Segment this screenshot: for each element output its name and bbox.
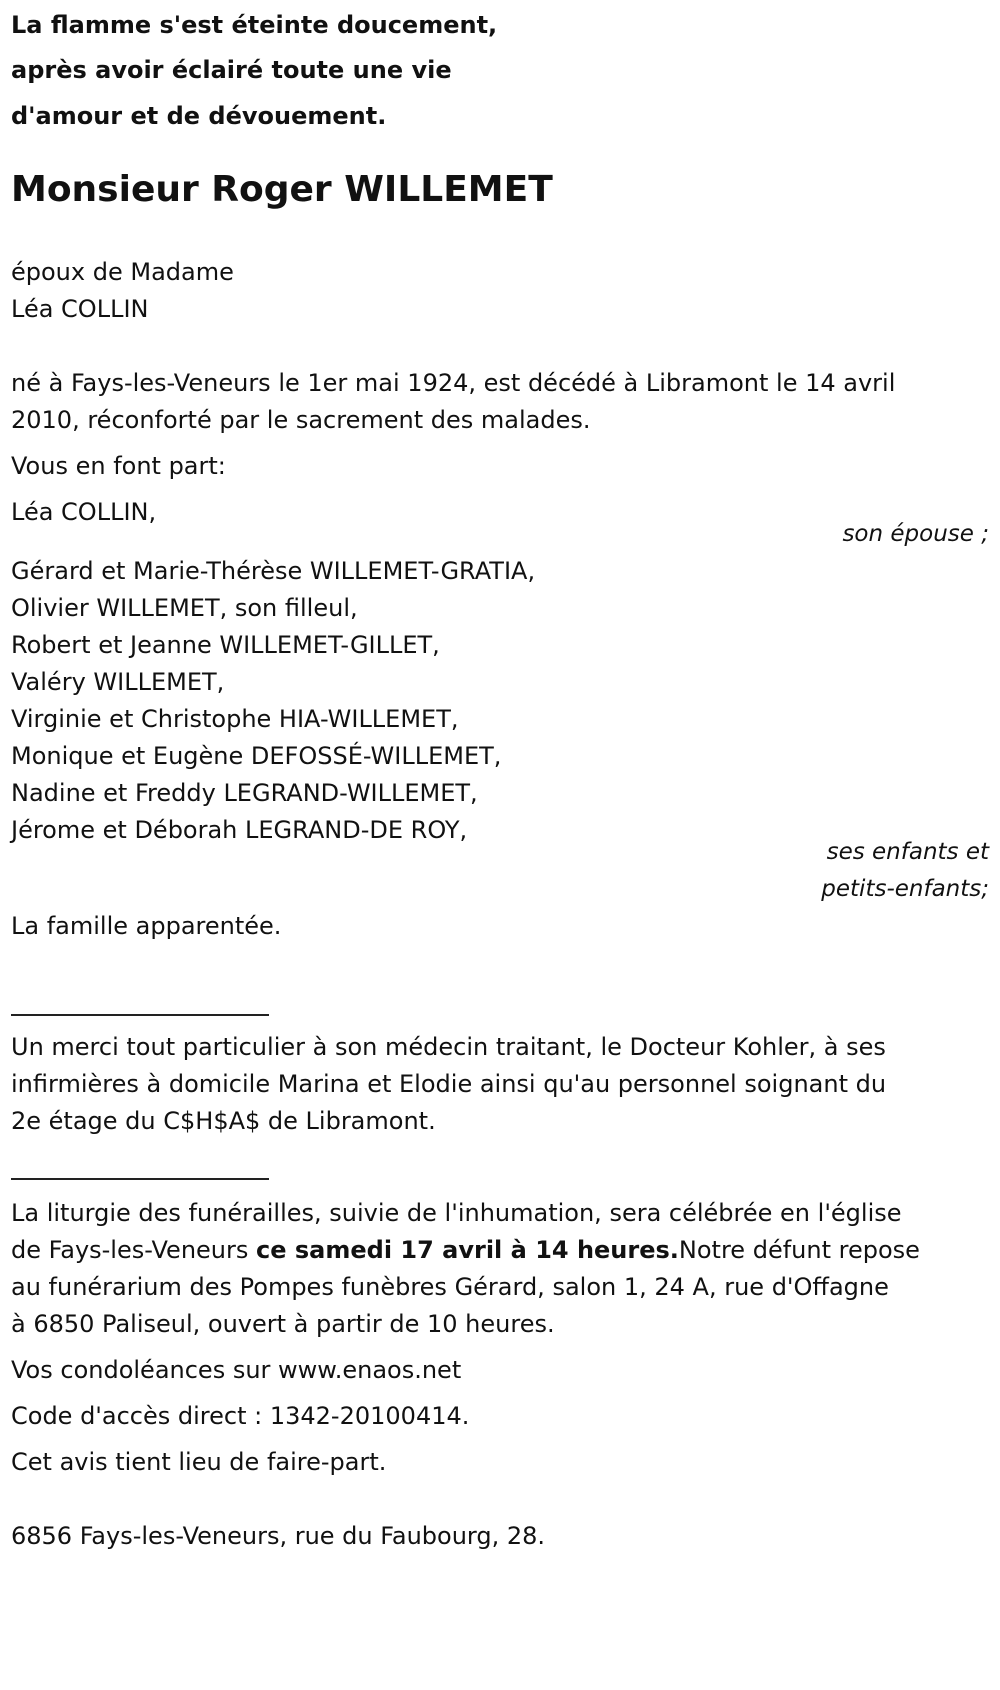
children-list-item: Monique et Eugène DEFOSSÉ-WILLEMET, xyxy=(11,742,502,770)
access-code: Code d'accès direct : 1342-20100414. xyxy=(11,1402,470,1430)
divider xyxy=(11,1178,269,1180)
thanks-line-1: Un merci tout particulier à son médecin traitant, le Docteur Kohler, à ses xyxy=(11,1033,886,1061)
birth-death-line-1: né à Fays-les-Veneurs le 1er mai 1924, est décédé à Libramont le 14 avril xyxy=(11,369,896,397)
children-list-item: Robert et Jeanne WILLEMET-GILLET, xyxy=(11,631,440,659)
funeral-repose: Notre défunt repose xyxy=(678,1236,920,1264)
funeral-line-3: au funérarium des Pompes funèbres Gérard, salon 1, 24 A, rue d'Offagne xyxy=(11,1273,889,1301)
funeral-line-1: La liturgie des funérailles, suivie de l'inhumation, sera célébrée en l'église xyxy=(11,1199,902,1227)
family-line: La famille apparentée. xyxy=(11,912,282,940)
children-list-item: Jérome et Déborah LEGRAND-DE ROY, xyxy=(11,816,468,844)
condolences-link[interactable]: Vos condoléances sur www.enaos.net xyxy=(11,1356,462,1384)
intro-line-1: La flamme s'est éteinte doucement, xyxy=(11,11,498,39)
children-role-line-1: ses enfants et xyxy=(826,839,989,865)
spouse-line-2: Léa COLLIN xyxy=(11,295,149,323)
thanks-line-2: infirmières à domicile Marina et Elodie ainsi qu'au personnel soignant du xyxy=(11,1070,887,1098)
address: 6856 Fays-les-Veneurs, rue du Faubourg, 28. xyxy=(11,1522,546,1550)
thanks-line-3: 2e étage du C$H$A$ de Libramont. xyxy=(11,1107,436,1135)
intro-line-2: après avoir éclairé toute une vie xyxy=(11,56,452,84)
funeral-date-time: ce samedi 17 avril à 14 heures. xyxy=(256,1236,679,1264)
spouse-line-1: époux de Madame xyxy=(11,258,234,286)
spouse-entry-name: Léa COLLIN, xyxy=(11,498,157,526)
children-list-item: Olivier WILLEMET, son filleul, xyxy=(11,594,358,622)
deceased-name: Monsieur Roger WILLEMET xyxy=(11,169,553,210)
children-list-item: Nadine et Freddy LEGRAND-WILLEMET, xyxy=(11,779,478,807)
intro-line-3: d'amour et de dévouement. xyxy=(11,102,387,130)
children-list-item: Gérard et Marie-Thérèse WILLEMET-GRATIA, xyxy=(11,557,536,585)
spouse-entry-role: son épouse ; xyxy=(842,521,989,547)
children-role-line-2: petits-enfants; xyxy=(821,876,989,902)
announcement: Vous en font part: xyxy=(11,452,226,480)
funeral-place: de Fays-les-Veneurs xyxy=(11,1236,257,1264)
funeral-line-4: à 6850 Paliseul, ouvert à partir de 10 heures. xyxy=(11,1310,555,1338)
divider xyxy=(11,1014,269,1016)
birth-death-line-2: 2010, réconforté par le sacrement des malades. xyxy=(11,406,591,434)
children-list-item: Valéry WILLEMET, xyxy=(11,668,225,696)
notice-line: Cet avis tient lieu de faire-part. xyxy=(11,1448,387,1476)
funeral-line-2 xyxy=(11,1230,920,1270)
children-list-item: Virginie et Christophe HIA-WILLEMET, xyxy=(11,705,459,733)
